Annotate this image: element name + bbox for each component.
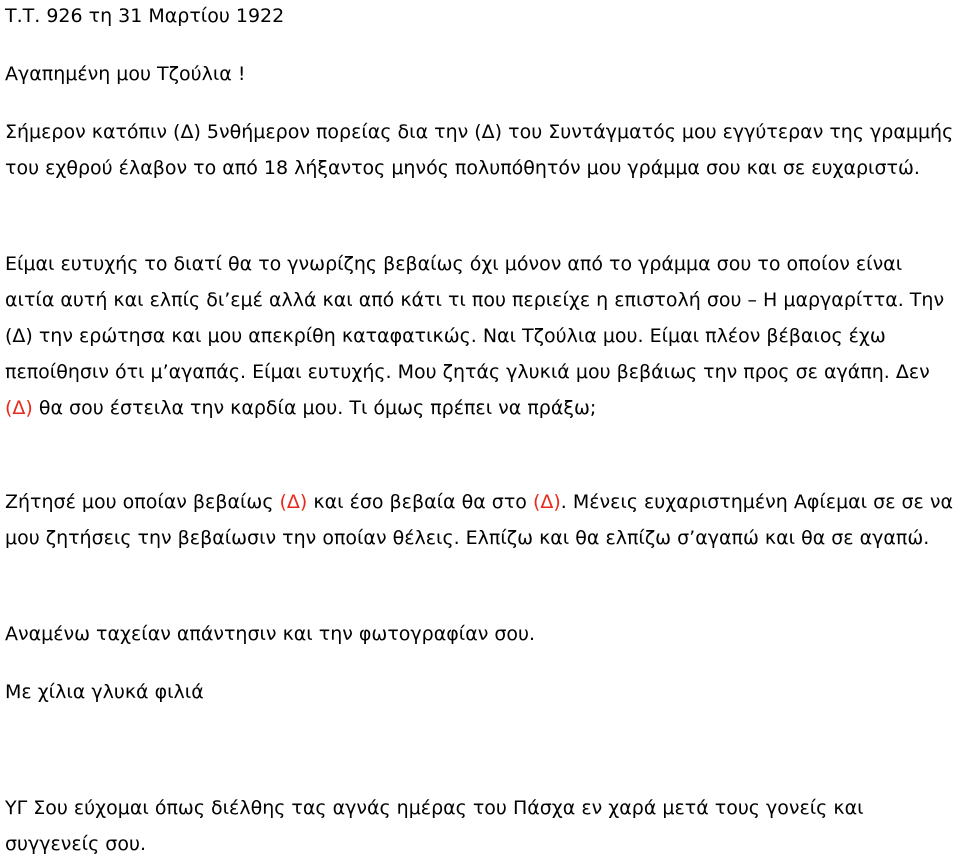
- paragraph-2-text-b: θα σου έστειλα την καρδία μου. Τι όμως πρέπει να πράξω;: [32, 397, 597, 419]
- paragraph-2-highlight: (Δ): [5, 397, 33, 419]
- paragraph-3-text-a: Ζήτησέ μου οποίαν βεβαίως: [5, 491, 280, 513]
- letter-paragraph-4: Αναμένω ταχείαν απάντησιν και την φωτογραφίαν σου.: [5, 623, 536, 645]
- paragraph-3-highlight-2: (Δ): [532, 491, 561, 513]
- paragraph-3-text-c: . Μένεις ευχαριστημένη Αφίεμαι σε σε να μου ζητήσεις την βεβαίωσιν την οποίαν θέλεις. Ελπίζω και θα ελπίζω σ’αγαπώ και θα σε αγαπώ.: [5, 491, 953, 549]
- letter-header: Τ.Τ. 926 τη 31 Μαρτίου 1922: [5, 5, 285, 27]
- letter-closing: Με χίλια γλυκά φιλιά: [5, 681, 204, 703]
- paragraph-2-text-a: Είμαι ευτυχής το διατί θα το γνωρίζης βεβαίως όχι μόνον από το γράμμα σου το οποίον είναι αιτία αυτή και ελπίς δι’εμέ αλλά και από κάτι τι που περιείχε η επιστολή σου – Η μαργαρίττα. Την (Δ) την ερώτησα και μου απεκρίθη καταφατικώς. Ναι Τζούλια μου. Είμαι πλέον βέβαιος έχω πεποίθησιν ότι μ’αγαπάς. Είμαι ευτυχής. Μου ζητάς γλυκιά μου βεβάιως την προς σε αγάπη. Δεν: [5, 253, 945, 383]
- paragraph-3-text-b: και έσο βεβαία θα στο: [307, 491, 533, 513]
- letter-paragraph-1: Σήμερον κατόπιν (Δ) 5νθήμερον πορείας δια την (Δ) του Συντάγματός μου εγγύτεραν της γραμμής του εχθρού έλαβον το από 18 λήξαντος μηνός πολυπόθητόν μου γράμμα σου και σε ευχαριστώ.: [5, 121, 954, 179]
- paragraph-3-highlight-1: (Δ): [279, 491, 308, 513]
- letter-postscript: ΥΓ Σου εύχομαι όπως διέλθης τας αγνάς ημέρας του Πάσχα εν χαρά μετά τους γονείς και συγγενείς σου.: [5, 797, 864, 855]
- letter-paragraph-3: [5, 484, 955, 556]
- letter-paragraph-2: [5, 246, 955, 426]
- letter-salutation: Αγαπημένη μου Τζούλια !: [5, 63, 246, 85]
